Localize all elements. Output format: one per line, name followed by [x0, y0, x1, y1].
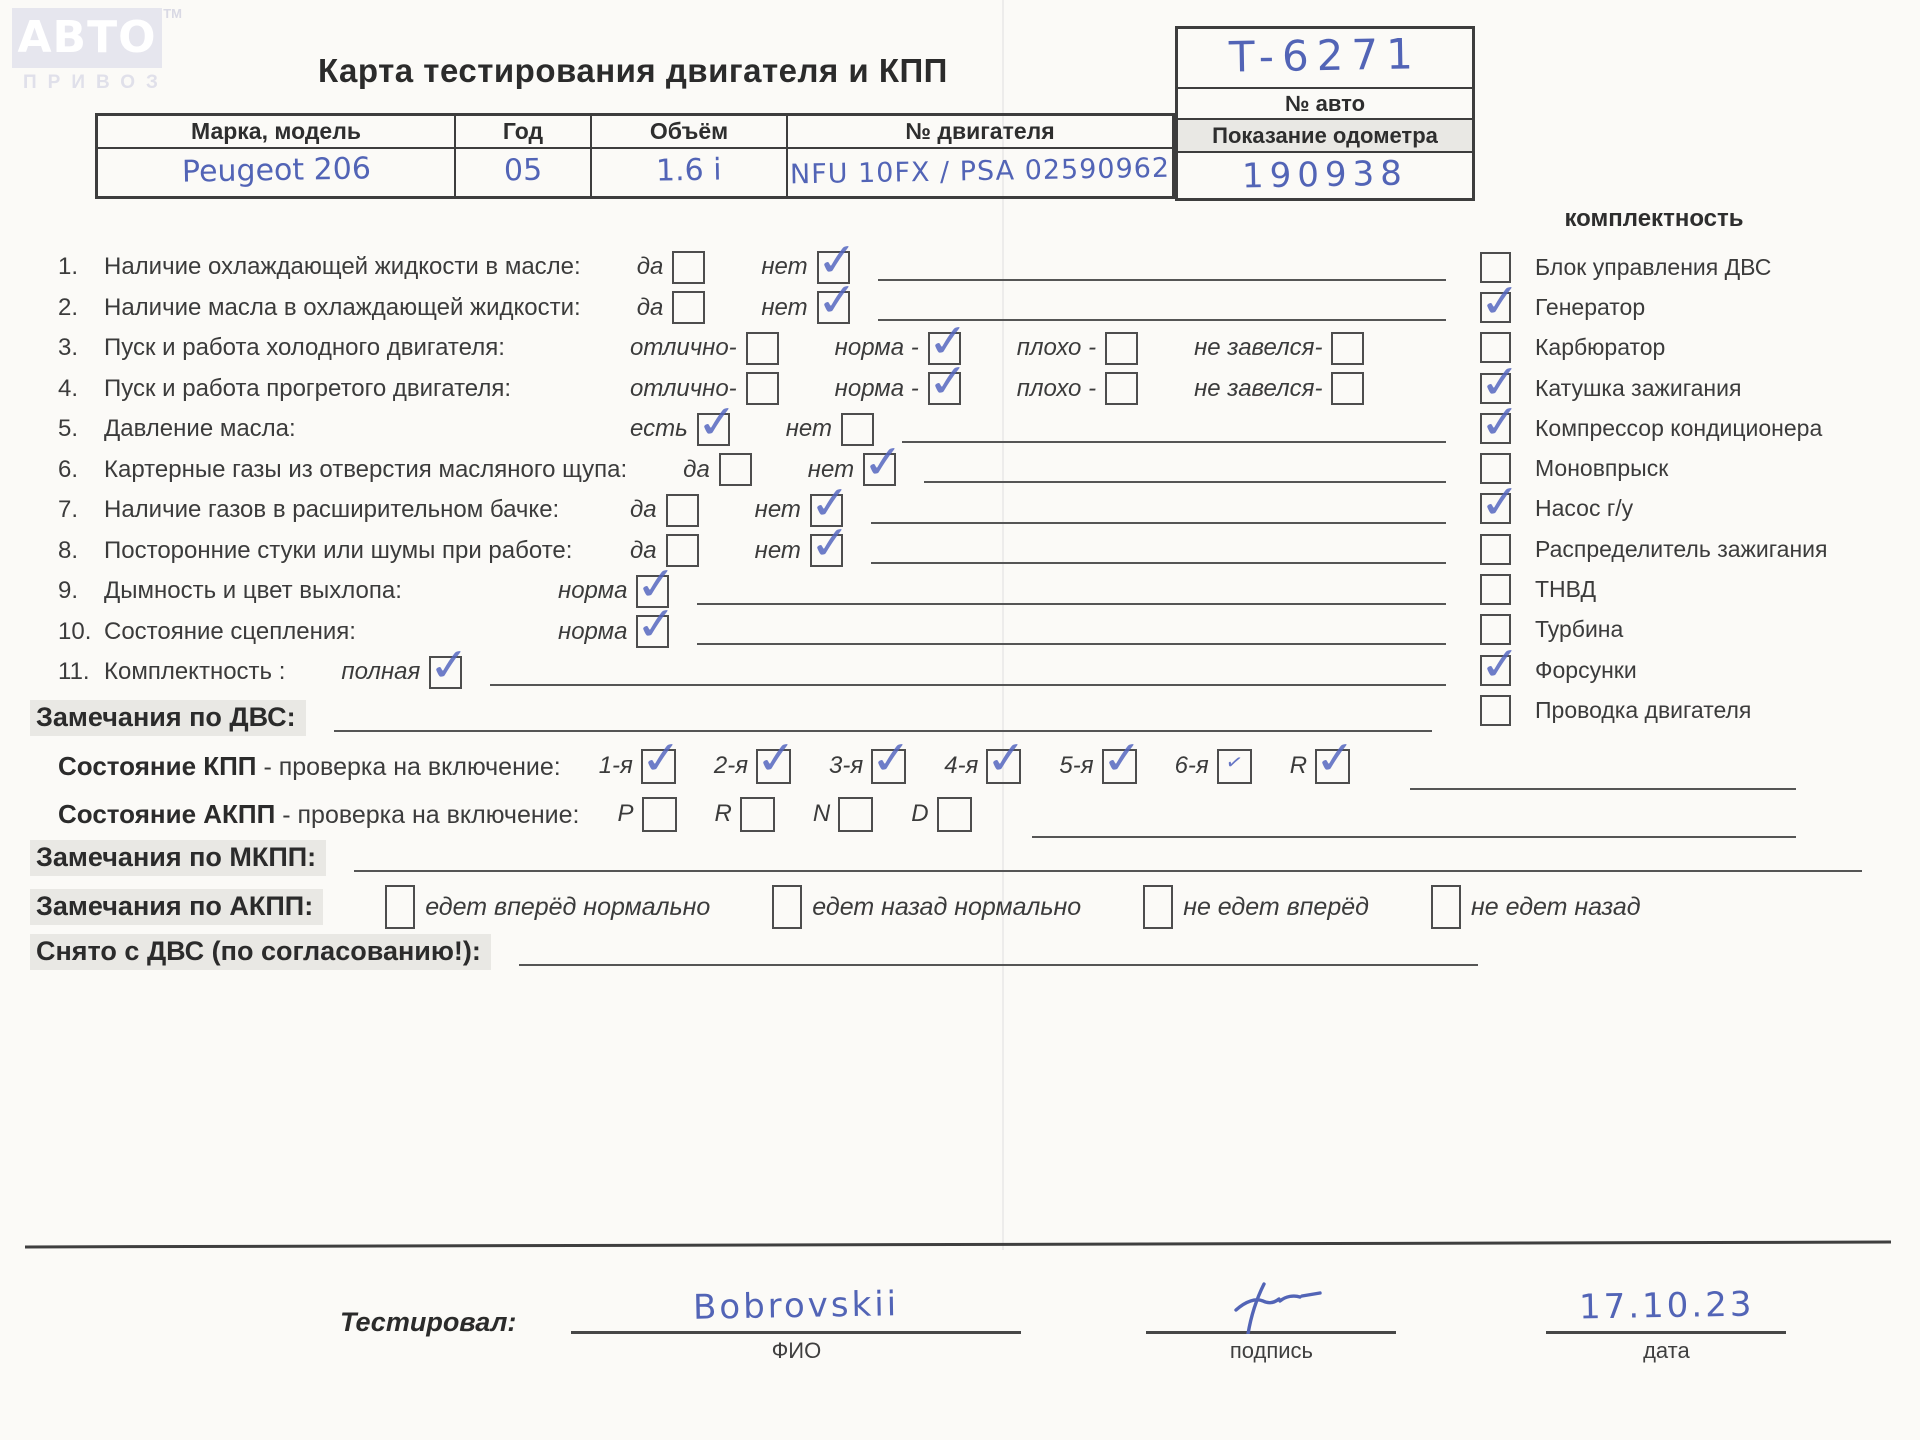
auto-number-box: [1175, 26, 1475, 201]
checkbox[interactable]: [1480, 574, 1511, 605]
check-option: [630, 494, 699, 527]
gear-option: [829, 749, 906, 784]
akpp-remark-option: [1431, 885, 1641, 929]
check-number: 10.: [58, 617, 92, 645]
form-title: Карта тестирования двигателя и КПП: [318, 52, 948, 89]
equipment-label: Карбюратор: [1535, 334, 1666, 361]
checkbox[interactable]: [746, 372, 779, 405]
equipment-label: Распределитель зажигания: [1535, 535, 1828, 562]
checkbox[interactable]: [746, 332, 779, 365]
check-row: [58, 531, 1450, 572]
akpp-state-row: [58, 792, 1800, 836]
check-option: [1017, 372, 1138, 405]
equipment-label: Форсунки: [1535, 656, 1637, 683]
engine-number-field[interactable]: [788, 149, 1172, 196]
mkpp-remarks-row: [30, 840, 1866, 876]
option-label: есть: [630, 415, 688, 443]
equipment-label: Блок управления ДВС: [1535, 253, 1772, 280]
check-option: [637, 291, 706, 324]
option-label: нет: [807, 455, 855, 483]
akpp-gears: [579, 797, 971, 832]
checkbox[interactable]: [1315, 749, 1350, 784]
dvs-remarks-label: Замечания по ДВС:: [30, 700, 306, 736]
gear-label: 2-я: [713, 752, 749, 779]
checkbox[interactable]: [1480, 413, 1511, 444]
check-option: [630, 332, 779, 365]
gear-label: N: [812, 800, 831, 827]
option-label: нет: [754, 496, 801, 524]
option-label: нет: [754, 536, 801, 564]
checkbox[interactable]: [740, 797, 775, 832]
removed-from-engine-row: [30, 934, 1482, 970]
tested-by-label: Тестировал:: [340, 1307, 517, 1337]
gear-label: R: [714, 800, 732, 827]
equipment-label: Компрессор кондиционера: [1535, 414, 1823, 441]
option-label: не завелся-: [1194, 374, 1323, 402]
write-in-line[interactable]: [697, 643, 1446, 645]
checkbox[interactable]: [666, 494, 699, 527]
gear-option: [813, 797, 873, 832]
checkbox[interactable]: [1480, 655, 1511, 686]
gear-option: [617, 797, 676, 832]
checkbox[interactable]: [1431, 885, 1461, 929]
write-in-line[interactable]: [902, 441, 1446, 443]
make-model-value: Peugeot 206: [181, 151, 371, 190]
gear-option: [715, 797, 775, 832]
check-row: [58, 652, 1450, 693]
date-field[interactable]: [1546, 1282, 1786, 1364]
odometer-field[interactable]: [1178, 151, 1472, 198]
checkbox[interactable]: [817, 291, 850, 324]
option-label: полная: [341, 658, 421, 686]
write-in-line[interactable]: [871, 562, 1446, 564]
logo-brand-text: АВТО: [17, 12, 157, 63]
checkbox[interactable]: [1105, 332, 1138, 365]
checkbox[interactable]: [641, 749, 676, 784]
gear-label: R: [1289, 752, 1308, 779]
option-label: отлично-: [630, 334, 737, 362]
trademark-mark: TM: [163, 6, 182, 21]
equipment-item: [1480, 489, 1860, 529]
check-number: 4.: [58, 374, 79, 402]
checkbox[interactable]: [986, 749, 1021, 784]
auto-number-label: № авто: [1178, 87, 1472, 118]
gear-label: 5-я: [1059, 752, 1094, 779]
checks-list: [58, 247, 1450, 693]
equipment-item: [1480, 569, 1860, 609]
akpp-remarks-options: [323, 885, 1640, 929]
gear-label: 3-я: [829, 752, 864, 779]
check-option: [637, 251, 706, 284]
check-option: [761, 291, 849, 324]
option-label: отлично-: [630, 374, 737, 402]
mkpp-remarks-label: Замечания по МКПП:: [30, 840, 326, 876]
akpp-remark-option: [772, 885, 1081, 929]
option-label: едет назад нормально: [812, 892, 1082, 921]
check-label: Давление масла:: [104, 415, 296, 443]
check-option: [341, 656, 462, 689]
checkbox[interactable]: [937, 797, 972, 832]
option-label: норма: [558, 617, 628, 645]
check-number: 9.: [58, 577, 79, 605]
check-label: Дымность и цвет выхлопа:: [104, 577, 402, 605]
akpp-remark-option: [385, 885, 710, 929]
dvs-remarks-row: [30, 700, 1436, 736]
gear-label: P: [617, 800, 634, 827]
gear-label: 6-я: [1174, 752, 1209, 779]
checkbox[interactable]: [1480, 493, 1511, 524]
option-label: нет: [785, 415, 832, 443]
check-row: [58, 288, 1450, 329]
signature-caption: подпись: [1229, 1338, 1313, 1363]
odometer-value: 190938: [1241, 153, 1409, 197]
option-label: едет вперёд нормально: [425, 892, 711, 921]
equipment-list: [1480, 247, 1860, 731]
mkpp-remarks-line[interactable]: [354, 870, 1862, 872]
check-option: [755, 534, 843, 567]
check-number: 2.: [58, 293, 79, 321]
option-label: да: [636, 253, 664, 281]
col-header-engine-number: № двигателя: [788, 116, 1172, 149]
check-label: Состояние сцепления:: [104, 617, 356, 645]
check-label: Пуск и работа прогретого двигателя:: [104, 374, 512, 402]
check-number: 11.: [58, 658, 90, 686]
check-option: [835, 372, 961, 405]
equipment-label: Турбина: [1535, 616, 1624, 643]
option-label: да: [683, 455, 710, 483]
equipment-label: Насос г/у: [1535, 495, 1634, 522]
autoprivoz-logo: [12, 8, 182, 94]
write-in-line[interactable]: [871, 522, 1446, 524]
kpp-gears: [561, 749, 1350, 784]
equipment-section: [1480, 203, 1860, 731]
checkbox[interactable]: [1480, 292, 1511, 323]
check-row: [58, 409, 1450, 450]
checkbox[interactable]: [1480, 695, 1511, 726]
equipment-item: [1480, 287, 1860, 327]
date-caption: дата: [1643, 1338, 1690, 1363]
gear-label: 1-я: [598, 752, 633, 779]
option-label: да: [630, 536, 657, 564]
akpp-state-label: Состояние АКПП - проверка на включение:: [58, 798, 580, 829]
equipment-item: [1480, 408, 1860, 448]
kpp-state-row: [58, 744, 1800, 788]
check-option: [683, 453, 752, 486]
write-in-line[interactable]: [878, 279, 1446, 281]
checkbox[interactable]: [719, 453, 752, 486]
check-row: [58, 571, 1450, 612]
col-header-make-model: Марка, модель: [98, 116, 456, 149]
option-label: не едет вперёд: [1183, 892, 1369, 921]
checkbox[interactable]: [756, 749, 791, 784]
year-value: 05: [503, 152, 543, 189]
akpp-write-in-line[interactable]: [1032, 836, 1796, 838]
tester-name-value: Bobrovskii: [692, 1284, 900, 1328]
footer: [0, 1282, 1920, 1364]
akpp-remark-option: [1143, 885, 1369, 929]
footer-divider: [25, 1241, 1891, 1249]
gear-option: [1059, 749, 1136, 784]
akpp-remarks-row: [30, 882, 1860, 932]
check-number: 6.: [58, 455, 79, 483]
year-field[interactable]: [456, 149, 592, 196]
check-row: [58, 247, 1450, 288]
logo-box: [12, 6, 182, 68]
check-number: 3.: [58, 334, 79, 362]
check-row: [58, 328, 1450, 369]
checkbox[interactable]: [928, 372, 961, 405]
check-number: 8.: [58, 536, 79, 564]
vehicle-table: [95, 113, 1175, 199]
option-label: нет: [761, 253, 808, 281]
checkbox[interactable]: [385, 885, 415, 929]
option-label: норма -: [834, 334, 919, 362]
check-option: [1017, 332, 1138, 365]
equipment-item: [1480, 650, 1860, 690]
equipment-item: [1480, 368, 1860, 408]
gear-option: [911, 797, 971, 832]
col-header-year: Год: [456, 116, 592, 149]
gear-option: [944, 749, 1021, 784]
removed-from-engine-line[interactable]: [519, 964, 1478, 966]
volume-field[interactable]: [592, 149, 788, 196]
check-option: [1194, 332, 1364, 365]
check-row: [58, 450, 1450, 491]
write-in-line[interactable]: [924, 481, 1446, 483]
option-label: норма: [558, 577, 628, 605]
odometer-label: Показание одометра: [1178, 118, 1472, 151]
checkbox[interactable]: [810, 534, 843, 567]
checkbox[interactable]: [863, 453, 896, 486]
gear-option: [599, 749, 676, 784]
equipment-item: [1480, 529, 1860, 569]
auto-number-value: T-6271: [1228, 29, 1422, 82]
option-label: плохо -: [1016, 334, 1097, 362]
option-label: плохо -: [1016, 374, 1097, 402]
check-label: Комплектность :: [104, 658, 286, 686]
engine-number-value: NFU 10FX / PSA 02590962: [789, 152, 1171, 191]
option-label: не едет назад: [1470, 892, 1641, 921]
gear-option: [714, 749, 791, 784]
equipment-label: ТНВД: [1535, 576, 1597, 603]
kpp-state-label: Состояние КПП - проверка на включение:: [58, 750, 561, 781]
checkbox[interactable]: [697, 413, 730, 446]
equipment-item: [1480, 328, 1860, 368]
check-label: Картерные газы из отверстия масляного щупа:: [104, 455, 628, 483]
logo-subtitle: ПРИВОЗ: [23, 72, 169, 93]
checkbox[interactable]: [1331, 372, 1364, 405]
gear-label: D: [911, 800, 929, 827]
check-label: Посторонние стуки или шумы при работе:: [104, 536, 573, 564]
option-label: да: [636, 293, 664, 321]
checkbox[interactable]: [672, 251, 705, 284]
check-label: Наличие газов в расширительном бачке:: [104, 496, 560, 524]
checkbox[interactable]: [636, 615, 669, 648]
check-row: [58, 490, 1450, 531]
equipment-item: [1480, 247, 1860, 287]
checkbox[interactable]: [429, 656, 462, 689]
checkbox[interactable]: [871, 749, 906, 784]
checkbox[interactable]: [1105, 372, 1138, 405]
signature-field[interactable]: [1146, 1282, 1396, 1364]
equipment-item: [1480, 448, 1860, 488]
equipment-title: комплектность: [1564, 205, 1744, 232]
equipment-label: Проводка двигателя: [1535, 696, 1752, 723]
make-model-field[interactable]: [98, 149, 456, 196]
check-option: [630, 413, 730, 446]
date-value: 17.10.23: [1578, 1284, 1755, 1328]
option-label: нет: [761, 293, 808, 321]
checkbox[interactable]: [772, 885, 802, 929]
akpp-remarks-label: Замечания по АКПП:: [30, 889, 323, 925]
write-in-line[interactable]: [490, 684, 1446, 686]
check-number: 7.: [58, 496, 79, 524]
check-row: [58, 369, 1450, 410]
checkbox[interactable]: [1143, 885, 1173, 929]
check-option: [1194, 372, 1364, 405]
checkbox[interactable]: [838, 797, 873, 832]
dvs-remarks-line[interactable]: [334, 730, 1432, 732]
col-header-volume: Объём: [592, 116, 788, 149]
kpp-write-in-line[interactable]: [1410, 788, 1796, 790]
write-in-line[interactable]: [697, 603, 1446, 605]
volume-value: 1.6 i: [655, 152, 723, 189]
check-row: [58, 612, 1450, 653]
equipment-label: Генератор: [1535, 293, 1646, 320]
tester-name-field[interactable]: [571, 1282, 1021, 1364]
checkbox[interactable]: [642, 797, 677, 832]
checkbox[interactable]: [1217, 749, 1252, 784]
option-label: да: [630, 496, 657, 524]
equipment-item: [1480, 610, 1860, 650]
equipment-item: [1480, 690, 1860, 730]
checkbox[interactable]: [672, 291, 705, 324]
option-label: норма -: [834, 374, 919, 402]
check-label: Пуск и работа холодного двигателя:: [104, 334, 505, 362]
fio-caption: ФИО: [771, 1338, 822, 1363]
gear-option: [1290, 749, 1350, 784]
equipment-label: Катушка зажигания: [1535, 374, 1742, 401]
check-label: Наличие охлаждающей жидкости в масле:: [104, 253, 581, 281]
checkbox[interactable]: [1102, 749, 1137, 784]
option-label: не завелся-: [1194, 334, 1323, 362]
gear-option: [1175, 749, 1252, 784]
check-label: Наличие масла в охлаждающей жидкости:: [104, 293, 581, 321]
checkbox[interactable]: [1331, 332, 1364, 365]
check-option: [558, 615, 669, 648]
gear-label: 4-я: [944, 752, 979, 779]
removed-from-engine-label: Снято с ДВС (по согласованию!):: [30, 934, 491, 970]
check-number: 1.: [58, 253, 79, 281]
signature-scribble: [1206, 1282, 1336, 1334]
checkbox[interactable]: [1480, 534, 1511, 565]
check-number: 5.: [58, 415, 79, 443]
equipment-label: Моновпрыск: [1535, 455, 1669, 482]
